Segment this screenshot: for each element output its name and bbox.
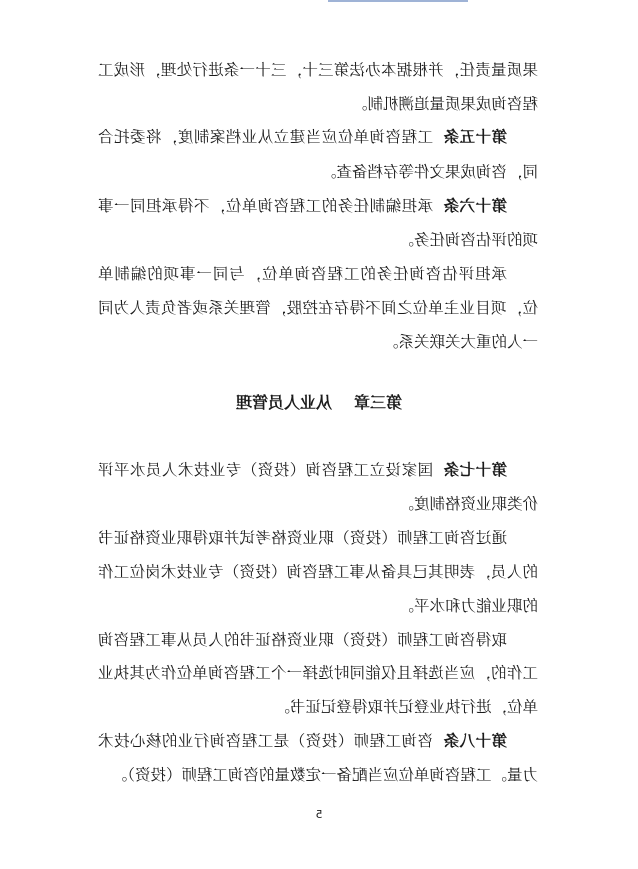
header-rule [328,0,468,2]
body-line: 取得咨询工程师（投资）职业资格证书的人员从事工程咨询 [98,631,507,649]
body-text: 承担编制任务的工程咨询单位，不得承担同一事 [98,197,434,215]
article-16-line [98,196,507,216]
body-text: 国家设立工程咨询（投资）专业技术人员水平评 [98,461,434,479]
body-line: 工作的，应当选择且仅能同时选择一个工程咨询单位作为其执业 [98,664,538,682]
body-line: 位，项目业主单位之间不得存在控股，管理关系或者负责人为同 [98,299,538,317]
body-line: 力量。工程咨询单位应当配备一定数量的咨询工程师（投资）。 [111,766,538,784]
body-line: 价类职业资格制度。 [398,495,538,513]
body-line: 项的评估咨询任务。 [398,231,538,249]
chapter-number: 第三章 [354,393,403,412]
article-16-label: 第十六条 [443,197,507,215]
article-18-line [98,731,507,751]
body-line: 程咨询成果质量追溯机制。 [351,95,538,113]
chapter-title: 从业人员管理 [235,393,332,412]
body-line: 的人员，表明其已具备从事工程咨询（投资）专业技术岗位工作 [98,563,538,581]
body-line: 的职业能力和水平。 [398,597,538,615]
article-18-label: 第十八条 [443,732,507,750]
body-line: 果质量责任，并根据本办法第三十，三十一条进行处理，形成工 [98,61,538,79]
body-line: 单位，进行执业登记并取得登记证书。 [274,698,538,716]
body-line: 承担评估咨询任务的工程咨询单位，与同一事项的编制单 [98,265,507,283]
article-15-label: 第十五条 [443,128,507,146]
body-line: 同，咨询成果文件等存档备查。 [320,163,538,181]
article-15-line [98,127,507,147]
body-line: 一人的重大关联关系。 [382,333,538,351]
body-text: 咨询工程师（投资）是工程咨询行业的核心技术 [98,732,434,750]
body-line: 通过咨询工程师（投资）职业资格考试并取得职业资格证书 [98,529,507,547]
body-text: 工程咨询单位应当建立从业档案制度，将委托合 [98,128,434,146]
page-number: 5 [315,808,323,821]
article-17-label: 第十七条 [443,461,507,479]
article-17-line [98,460,507,480]
chapter-heading [0,393,638,413]
